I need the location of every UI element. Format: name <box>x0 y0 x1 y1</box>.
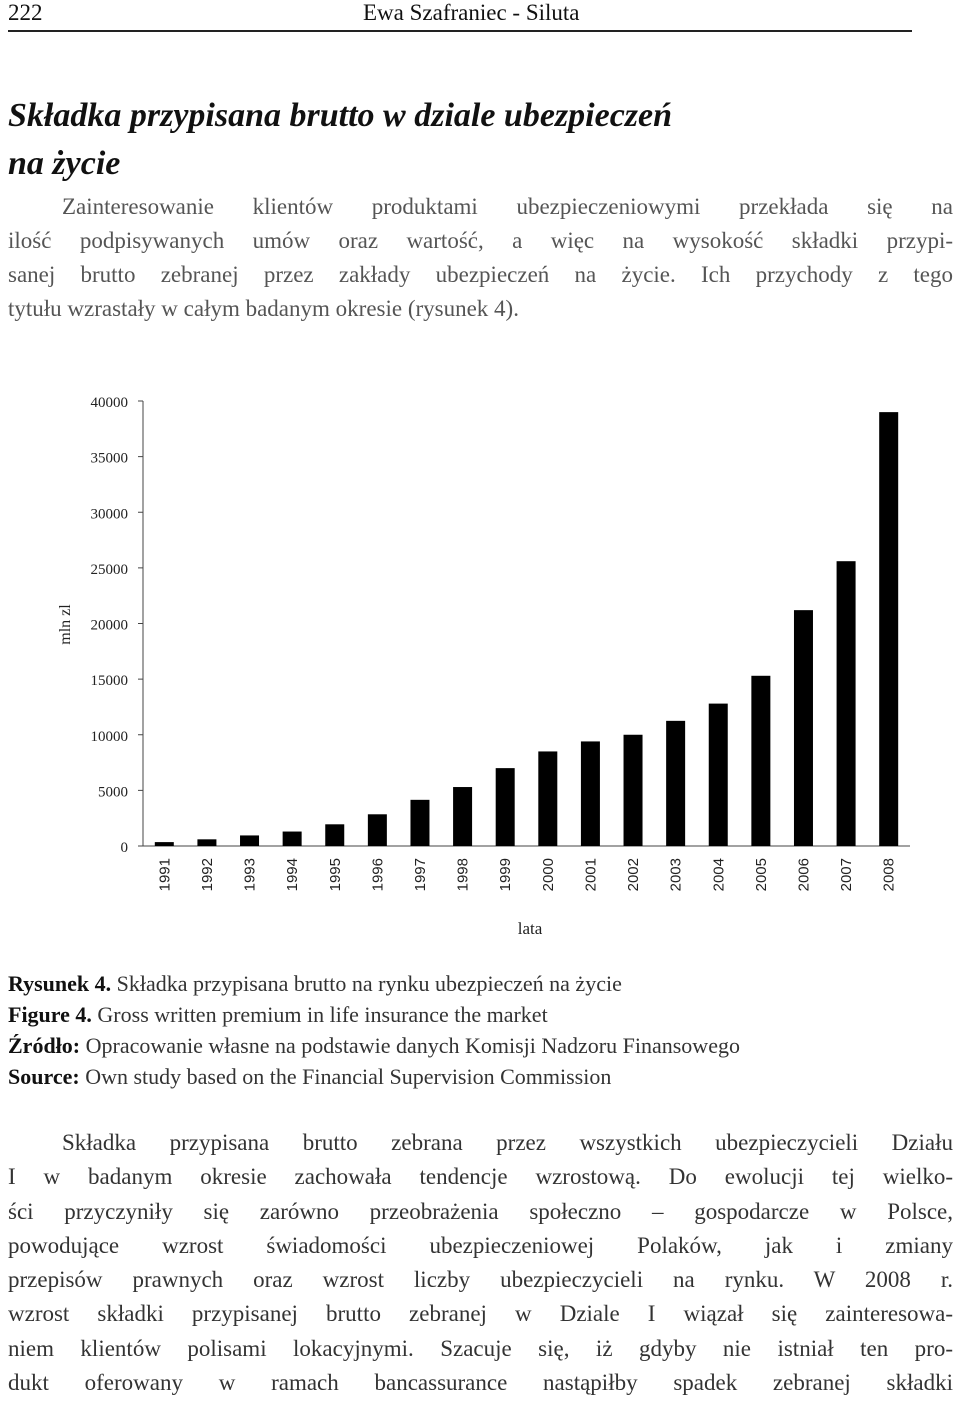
bar-2003 <box>666 721 685 846</box>
section-title-line: Składka przypisana brutto w dziale ubezpieczeń <box>8 97 673 134</box>
bar-2001 <box>581 741 600 846</box>
bar-2004 <box>709 704 728 846</box>
x-tick-label: 1998 <box>454 858 472 892</box>
paragraph-line: niem klientów polisami lokacyjnymi. Szacuje się, iż gdyby nie istniał ten pro- <box>8 1335 953 1361</box>
paragraph-line: dukt oferowany w ramach bancassurance nastąpiłby spadek zebranej składki <box>8 1370 953 1396</box>
paragraph-line: Składka przypisana brutto zebrana przez wszystkich ubezpieczycieli Działu <box>62 1130 953 1155</box>
caption-en-text: Gross written premium in life insurance the market <box>97 1002 548 1027</box>
running-title: Ewa Szafraniec - Siluta <box>363 0 580 25</box>
x-tick-label: 2001 <box>582 858 600 892</box>
bar-2007 <box>837 561 856 846</box>
x-tick-label: 1993 <box>241 858 259 892</box>
paragraph-line: sanej brutto zebranej przez zakłady ubezpieczeń na życie. Ich przychody z tego <box>8 262 953 287</box>
bar-1992 <box>197 839 216 846</box>
page-number: 222 <box>8 0 43 25</box>
source-pl-text: Opracowanie własne na podstawie danych Komisji Nadzoru Finansowego <box>85 1033 740 1058</box>
bar-1995 <box>325 824 344 846</box>
x-tick-label: 2004 <box>710 858 728 892</box>
intro-paragraph <box>8 190 953 326</box>
paragraph-line: ilość podpisywanych umów oraz wartość, a więc na wysokość składki przypi- <box>8 228 953 253</box>
paragraph-line: przepisów prawnych oraz wzrost liczby ubezpieczycieli na rynku. W 2008 r. <box>8 1267 953 1293</box>
y-axis-label: mln zl <box>57 604 74 645</box>
y-tick-label: 10000 <box>90 728 128 745</box>
bar-2008 <box>879 412 898 846</box>
x-tick-label: 2002 <box>625 858 643 892</box>
bar-1994 <box>283 832 302 846</box>
figure-caption <box>8 968 953 1092</box>
x-tick-label: 1997 <box>411 858 429 892</box>
x-tick-label: 2000 <box>539 858 557 892</box>
bar-chart <box>0 380 960 960</box>
caption-en-label: Figure 4. <box>8 1002 92 1027</box>
y-tick-label: 5000 <box>98 784 128 801</box>
x-axis-label: lata <box>517 919 543 938</box>
y-tick-label: 30000 <box>90 506 128 523</box>
paragraph-line: Zainteresowanie klientów produktami ubezpieczeniowymi przekłada się na <box>62 194 953 219</box>
bar-1998 <box>453 787 472 846</box>
x-tick-label: 2007 <box>838 858 856 892</box>
bar-2006 <box>794 610 813 846</box>
paragraph-line: ści przyczyniły się zarówno przeobrażenia społeczno – gospodarcze w Polsce, <box>8 1198 953 1224</box>
y-tick-label: 25000 <box>90 561 128 578</box>
caption-pl-label: Rysunek 4. <box>8 971 112 996</box>
caption-pl-text: Składka przypisana brutto na rynku ubezpieczeń na życie <box>116 971 622 996</box>
y-tick-label: 0 <box>120 840 128 856</box>
x-tick-label: 2006 <box>795 858 813 892</box>
bar-1997 <box>410 800 429 846</box>
y-tick-label: 35000 <box>90 450 128 467</box>
section-title-line: na życie <box>8 145 121 182</box>
source-pl <box>8 1030 953 1061</box>
x-tick-label: 1994 <box>284 858 302 892</box>
x-tick-label: 1996 <box>369 858 387 892</box>
bar-2005 <box>751 676 770 846</box>
paragraph-line: tytułu wzrastały w całym badanym okresie (rysunek 4). <box>8 296 519 321</box>
body-paragraph <box>8 1126 953 1400</box>
y-tick-label: 20000 <box>90 617 128 634</box>
y-tick-label: 15000 <box>90 673 128 690</box>
source-en-text: Own study based on the Financial Supervision Commission <box>85 1064 612 1089</box>
x-tick-label: 1991 <box>156 858 174 892</box>
bar-1991 <box>155 842 174 846</box>
bar-2002 <box>624 735 643 846</box>
x-tick-label: 2003 <box>667 858 685 892</box>
x-tick-label: 1995 <box>326 858 344 892</box>
page-header <box>8 0 912 32</box>
bar-1993 <box>240 835 259 846</box>
section-title <box>8 92 908 188</box>
bar-2000 <box>538 751 557 846</box>
caption-pl <box>8 968 953 999</box>
y-tick-label: 40000 <box>90 395 128 411</box>
x-tick-label: 1999 <box>497 858 515 892</box>
caption-en <box>8 999 953 1030</box>
x-tick-label: 2005 <box>752 858 770 892</box>
bar-1999 <box>496 768 515 846</box>
x-tick-label: 1992 <box>198 858 216 892</box>
x-tick-label: 2008 <box>880 858 898 892</box>
bar-1996 <box>368 814 387 846</box>
source-en <box>8 1061 953 1092</box>
paragraph-line: powodujące wzrost świadomości ubezpieczeniowej Polaków, jak i zmiany <box>8 1232 953 1258</box>
source-en-label: Source: <box>8 1064 80 1089</box>
source-pl-label: Źródło: <box>8 1033 81 1058</box>
paragraph-line: I w badanym okresie zachowała tendencje wzrostową. Do ewolucji tej wielko- <box>8 1164 953 1190</box>
paragraph-line: wzrost składki przypisanej brutto zebranej w Dziale I wiązał się zainteresowa- <box>8 1301 953 1327</box>
